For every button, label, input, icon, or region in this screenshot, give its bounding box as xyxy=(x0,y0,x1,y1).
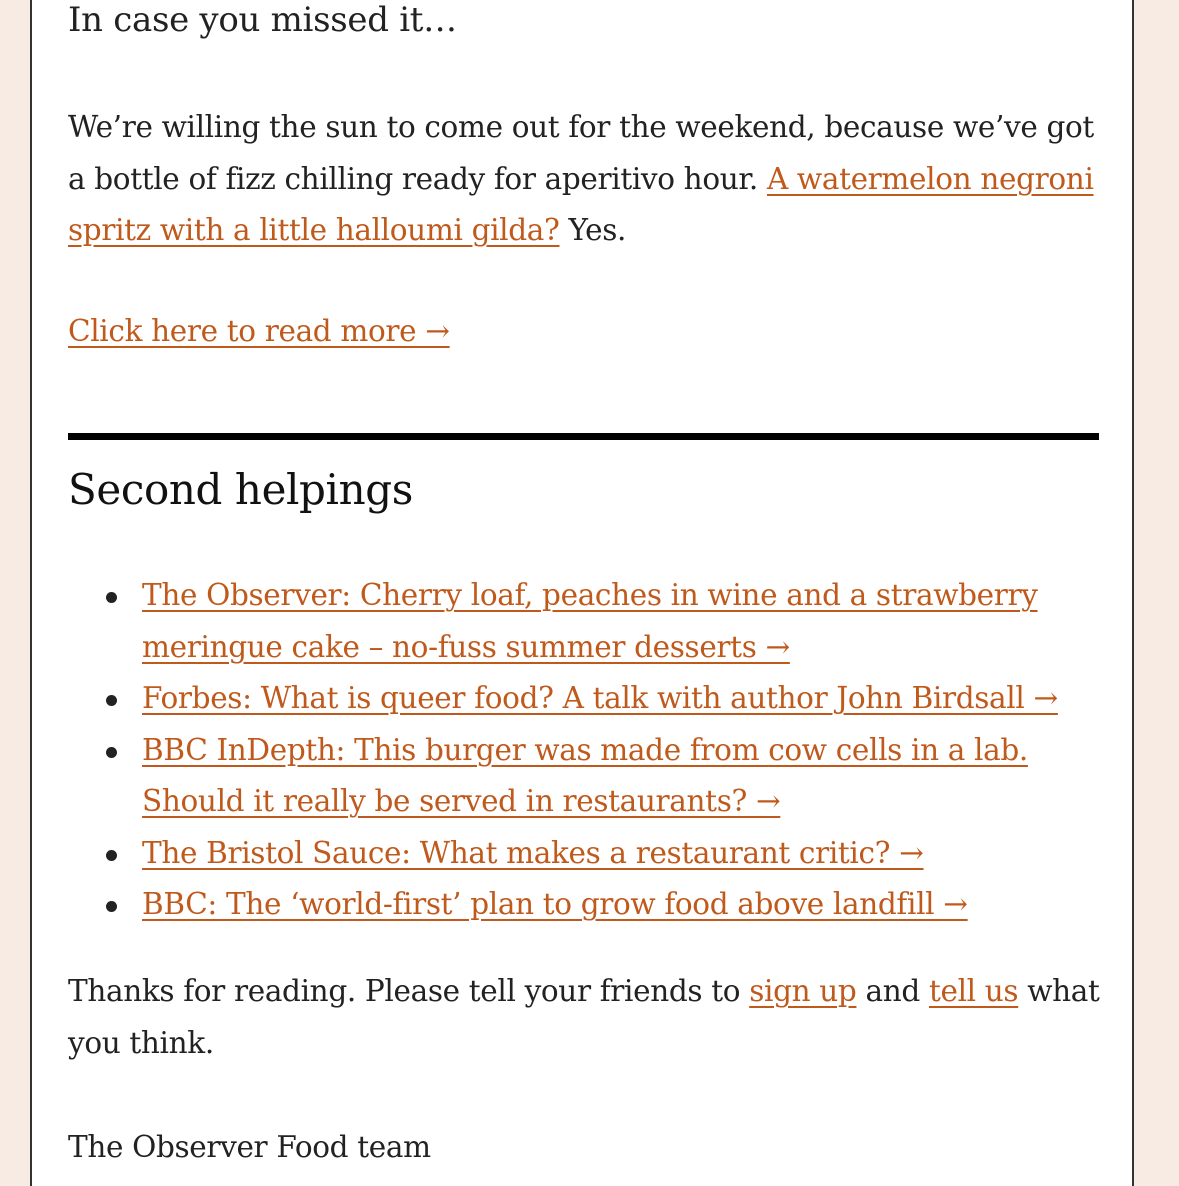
section-divider xyxy=(68,433,1099,440)
intro-paragraph xyxy=(68,102,1108,257)
read-more-link[interactable]: Click here to read more → xyxy=(68,314,450,348)
read-more-paragraph xyxy=(68,306,450,358)
negroni-spritz-link[interactable]: A watermelon negroni spritz with a little halloumi gilda? xyxy=(68,161,1094,247)
list-item xyxy=(142,570,1108,673)
second-helpings-list xyxy=(68,570,1108,931)
thanks-text-middle: and xyxy=(856,974,929,1008)
intro-text-end: Yes. xyxy=(559,213,627,247)
bullet-icon xyxy=(106,592,117,603)
article-link[interactable]: The Bristol Sauce: What makes a restaurant critic? → xyxy=(142,835,924,870)
list-item xyxy=(142,828,1108,880)
bullet-icon xyxy=(106,901,117,912)
thanks-paragraph xyxy=(68,966,1108,1069)
article-link[interactable]: BBC: The ‘world-first’ plan to grow food above landfill → xyxy=(142,887,968,921)
section-heading-missed: In case you missed it… xyxy=(68,0,457,40)
article-link[interactable]: BBC InDepth: This burger was made from cow cells in a lab. Should it really be served in restaurants? → xyxy=(142,732,1028,818)
signoff: The Observer Food team xyxy=(68,1130,431,1164)
thanks-text: Thanks for reading. Please tell your friends to xyxy=(68,974,750,1008)
list-item xyxy=(142,725,1108,828)
bullet-icon xyxy=(106,695,117,706)
bullet-icon xyxy=(106,747,117,758)
section-heading-second-helpings: Second helpings xyxy=(68,465,413,514)
bullet-icon xyxy=(106,850,117,861)
newsletter-card xyxy=(30,0,1134,1186)
tell-us-link[interactable]: tell us xyxy=(928,974,1019,1008)
thanks-text-end: what you think. xyxy=(68,974,1100,1060)
list-item xyxy=(142,879,1108,931)
article-link[interactable]: Forbes: What is queer food? A talk with author John Birdsall → xyxy=(142,681,1058,715)
article-link[interactable]: The Observer: Cherry loaf, peaches in wine and a strawberry meringue cake – no-fuss summer desserts → xyxy=(142,578,1038,664)
intro-text: We’re willing the sun to come out for the weekend, because we’ve got a bottle of fizz chilling ready for aperitivo hour. xyxy=(68,110,1094,196)
list-item xyxy=(142,673,1108,725)
sign-up-link[interactable]: sign up xyxy=(749,974,857,1008)
